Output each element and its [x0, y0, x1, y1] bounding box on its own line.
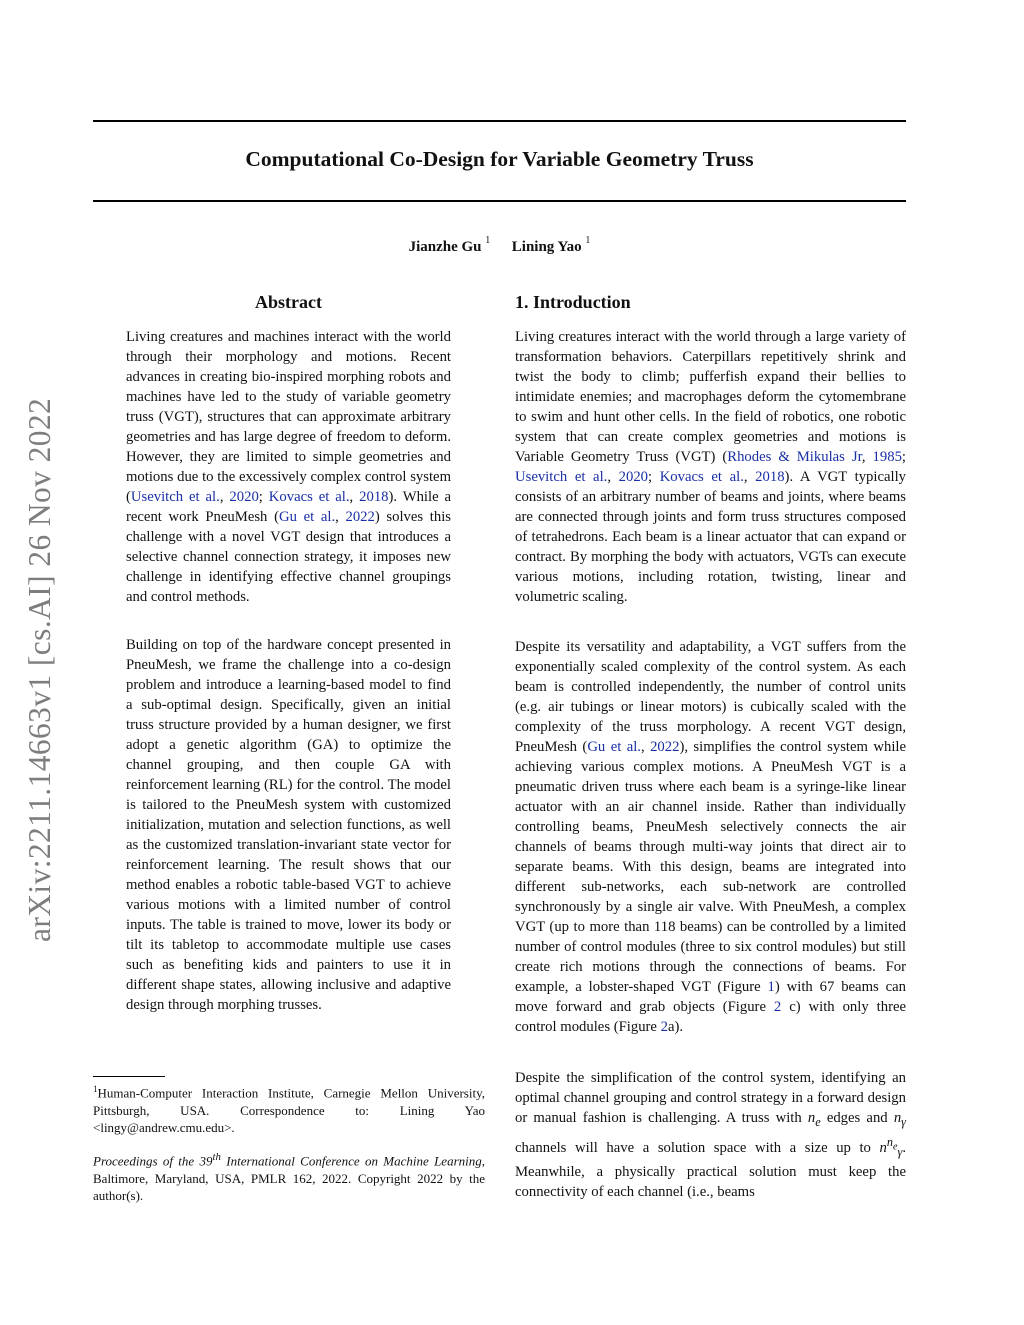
abstract-heading: Abstract [255, 292, 322, 312]
citation-link[interactable]: 2020 [229, 489, 259, 505]
affiliation-footnote: $^1$Human-Computer Interaction Institute, Carnegie Mellon University, Pittsburgh, USA. Correspondence to: Lining Yao <lingy@andrew.cmu.edu>. [93, 1084, 485, 1136]
math-symbol: $n_e$ [807, 1110, 821, 1129]
citation-link[interactable]: 2022 [345, 509, 375, 525]
paper-title: Computational Co-Design for Variable Geometry Truss [245, 147, 754, 171]
author-name: Lining Yao [511, 239, 582, 255]
introduction-paragraph: Despite the simplification of the control system, identifying an optimal channel grouping and control strategy in a forward design or manual fashion is challenging. A truss with $n_e$ edges and $n_\gamma$ channels will have a solution space with a size up to $n^{n_e}_\gamma$. Meanwhile, a physically practical solution must keep the connectivity of each channel (i.e., beams [515, 1070, 906, 1200]
abstract-paragraph: Building on top of the hardware concept presented in PneuMesh, we frame the challenge into a co-design problem and introduce a learning-based model to find a sub-optimal design. Specifically, given an initial truss structure provided by a human designer, we first adopt a genetic algorithm (GA) to optimize the channel grouping, and then couple GA with reinforcement learning (RL) for the control. The model is tailored to the PneuMesh system with customized initialization, mutation and selection functions, as well as the customized translation-invariant state vector for reinforcement learning. The result shows that our method enables a robotic table-based VGT to achieve various motions with a limited number of control inputs. The table is trained to move, lower its body or tilt its tabletop to accommodate multiple use cases such as benefiting kids and painters to use it in different shape states, allowing inclusive and adaptive design through morphing trusses. [126, 637, 451, 1013]
author-affiliation-mark: 1 [485, 235, 491, 246]
figure-ref-link[interactable]: 1 [767, 979, 775, 995]
citation-link[interactable]: Gu et al. [278, 509, 336, 525]
citation-link[interactable]: Usevitch et al. [130, 489, 220, 505]
citation-link[interactable]: 2018 [755, 469, 785, 485]
arxiv-sidebar-stamp: arXiv:2211.14663v1 [cs.AI] 26 Nov 2022 [22, 397, 57, 942]
figure-ref-link[interactable]: 2 [773, 999, 782, 1015]
citation-link[interactable]: Gu et al. [587, 739, 641, 755]
citation-link[interactable]: Rhodes & Mikulas Jr [727, 449, 862, 465]
citation-link[interactable]: 2022 [650, 739, 680, 755]
footnote-rule [93, 1076, 165, 1077]
introduction-paragraph: Despite its versatility and adaptability, a VGT suffers from the exponentially scaled complexity of the control system. As each beam is controlled independently, the number of control units (e.g. air tubings or linear motors) is cubically scaled with the complexity of the truss morphology. A recent VGT design, PneuMesh (Gu et al., 2022), simplifies the control system while achieving various complex motions. A PneuMesh VGT is a pneumatic driven truss where each beam is a syringe-like linear actuator with an air channel inside. Rather than individually controlling beams, PneuMesh selectively connects the air channels of beams through multi-way joints that direct air to separate beams. With this design, beams are integrated into different sub-networks, each sub-network are controlled synchronously by a single air valve. With PneuMesh, a complex VGT (up to more than 118 beams) can be controlled by a limited number of control modules (three to six control modules) but still create rich motions through the connections of beams. For example, a lobster-shaped VGT (Figure 1) with 67 beams can move forward and grab objects (Figure 2 c) with only three control modules (Figure 2a). [515, 639, 906, 1035]
proceedings-note: Proceedings of the 39th International Conference on Machine Learning, Baltimore, Maryland, USA, PMLR 162, 2022. Copyright 2022 by the author(s). [93, 1151, 485, 1204]
citation-link[interactable]: Kovacs et al. [659, 469, 744, 485]
citation-link[interactable]: 2018 [359, 489, 389, 505]
figure-ref-link[interactable]: 2 [660, 1019, 668, 1035]
abstract-paragraph: Living creatures and machines interact with the world through their morphology and motions. Recent advances in creating bio-inspired morphing robots and machines have led to the study of variable geometry truss (VGT), structures that can approximate arbitrary geometries and has large degree of freedom to deform. However, they are limited to simple geometries and motions due to the excessively complex control system (Usevitch et al., 2020; Kovacs et al., 2018). While a recent work PneuMesh (Gu et al., 2022) solves this challenge with a novel VGT design that introduces a selective channel connection strategy, it imposes new challenge in identifying effective channel groupings and control methods. [126, 329, 452, 605]
title-top-rule [93, 120, 906, 122]
citation-link[interactable]: 1985 [872, 449, 902, 465]
author-affiliation-mark: 1 [585, 235, 591, 246]
introduction-heading: 1. Introduction [515, 292, 631, 312]
introduction-paragraph: Living creatures interact with the world through a large variety of transformation behaviors. Caterpillars repetitively shrink and twist the body to climb; pufferfish expand their bellies to intimidate enemies; and macrophages deform the cytomembrane to swim and hunt other cells. In the field of robotics, one robotic system that can create complex geometries and motions is Variable Geometry Truss (VGT) (Rhodes & Mikulas Jr, 1985; Usevitch et al., 2020; Kovacs et al., 2018). A VGT typically consists of an arbitrary number of beams and joints, where beams are connected through joints and form truss structures composed of tetrahedrons. Each beam is a linear actuator that can expand or contract. By morphing the body with actuators, VGTs can execute various motions, including rotation, twisting, linear and volumetric scaling. [515, 329, 907, 605]
math-symbol: $n_\gamma$ [893, 1110, 906, 1129]
author-list [93, 237, 906, 256]
citation-link[interactable]: 2020 [618, 469, 648, 485]
author-name: Jianzhe Gu [408, 239, 482, 255]
citation-link[interactable]: Usevitch et al. [515, 469, 608, 485]
citation-link[interactable]: Kovacs et al. [268, 489, 350, 505]
title-bottom-rule [93, 200, 906, 202]
math-symbol: $n^{n_e}_\gamma$ [879, 1134, 903, 1159]
